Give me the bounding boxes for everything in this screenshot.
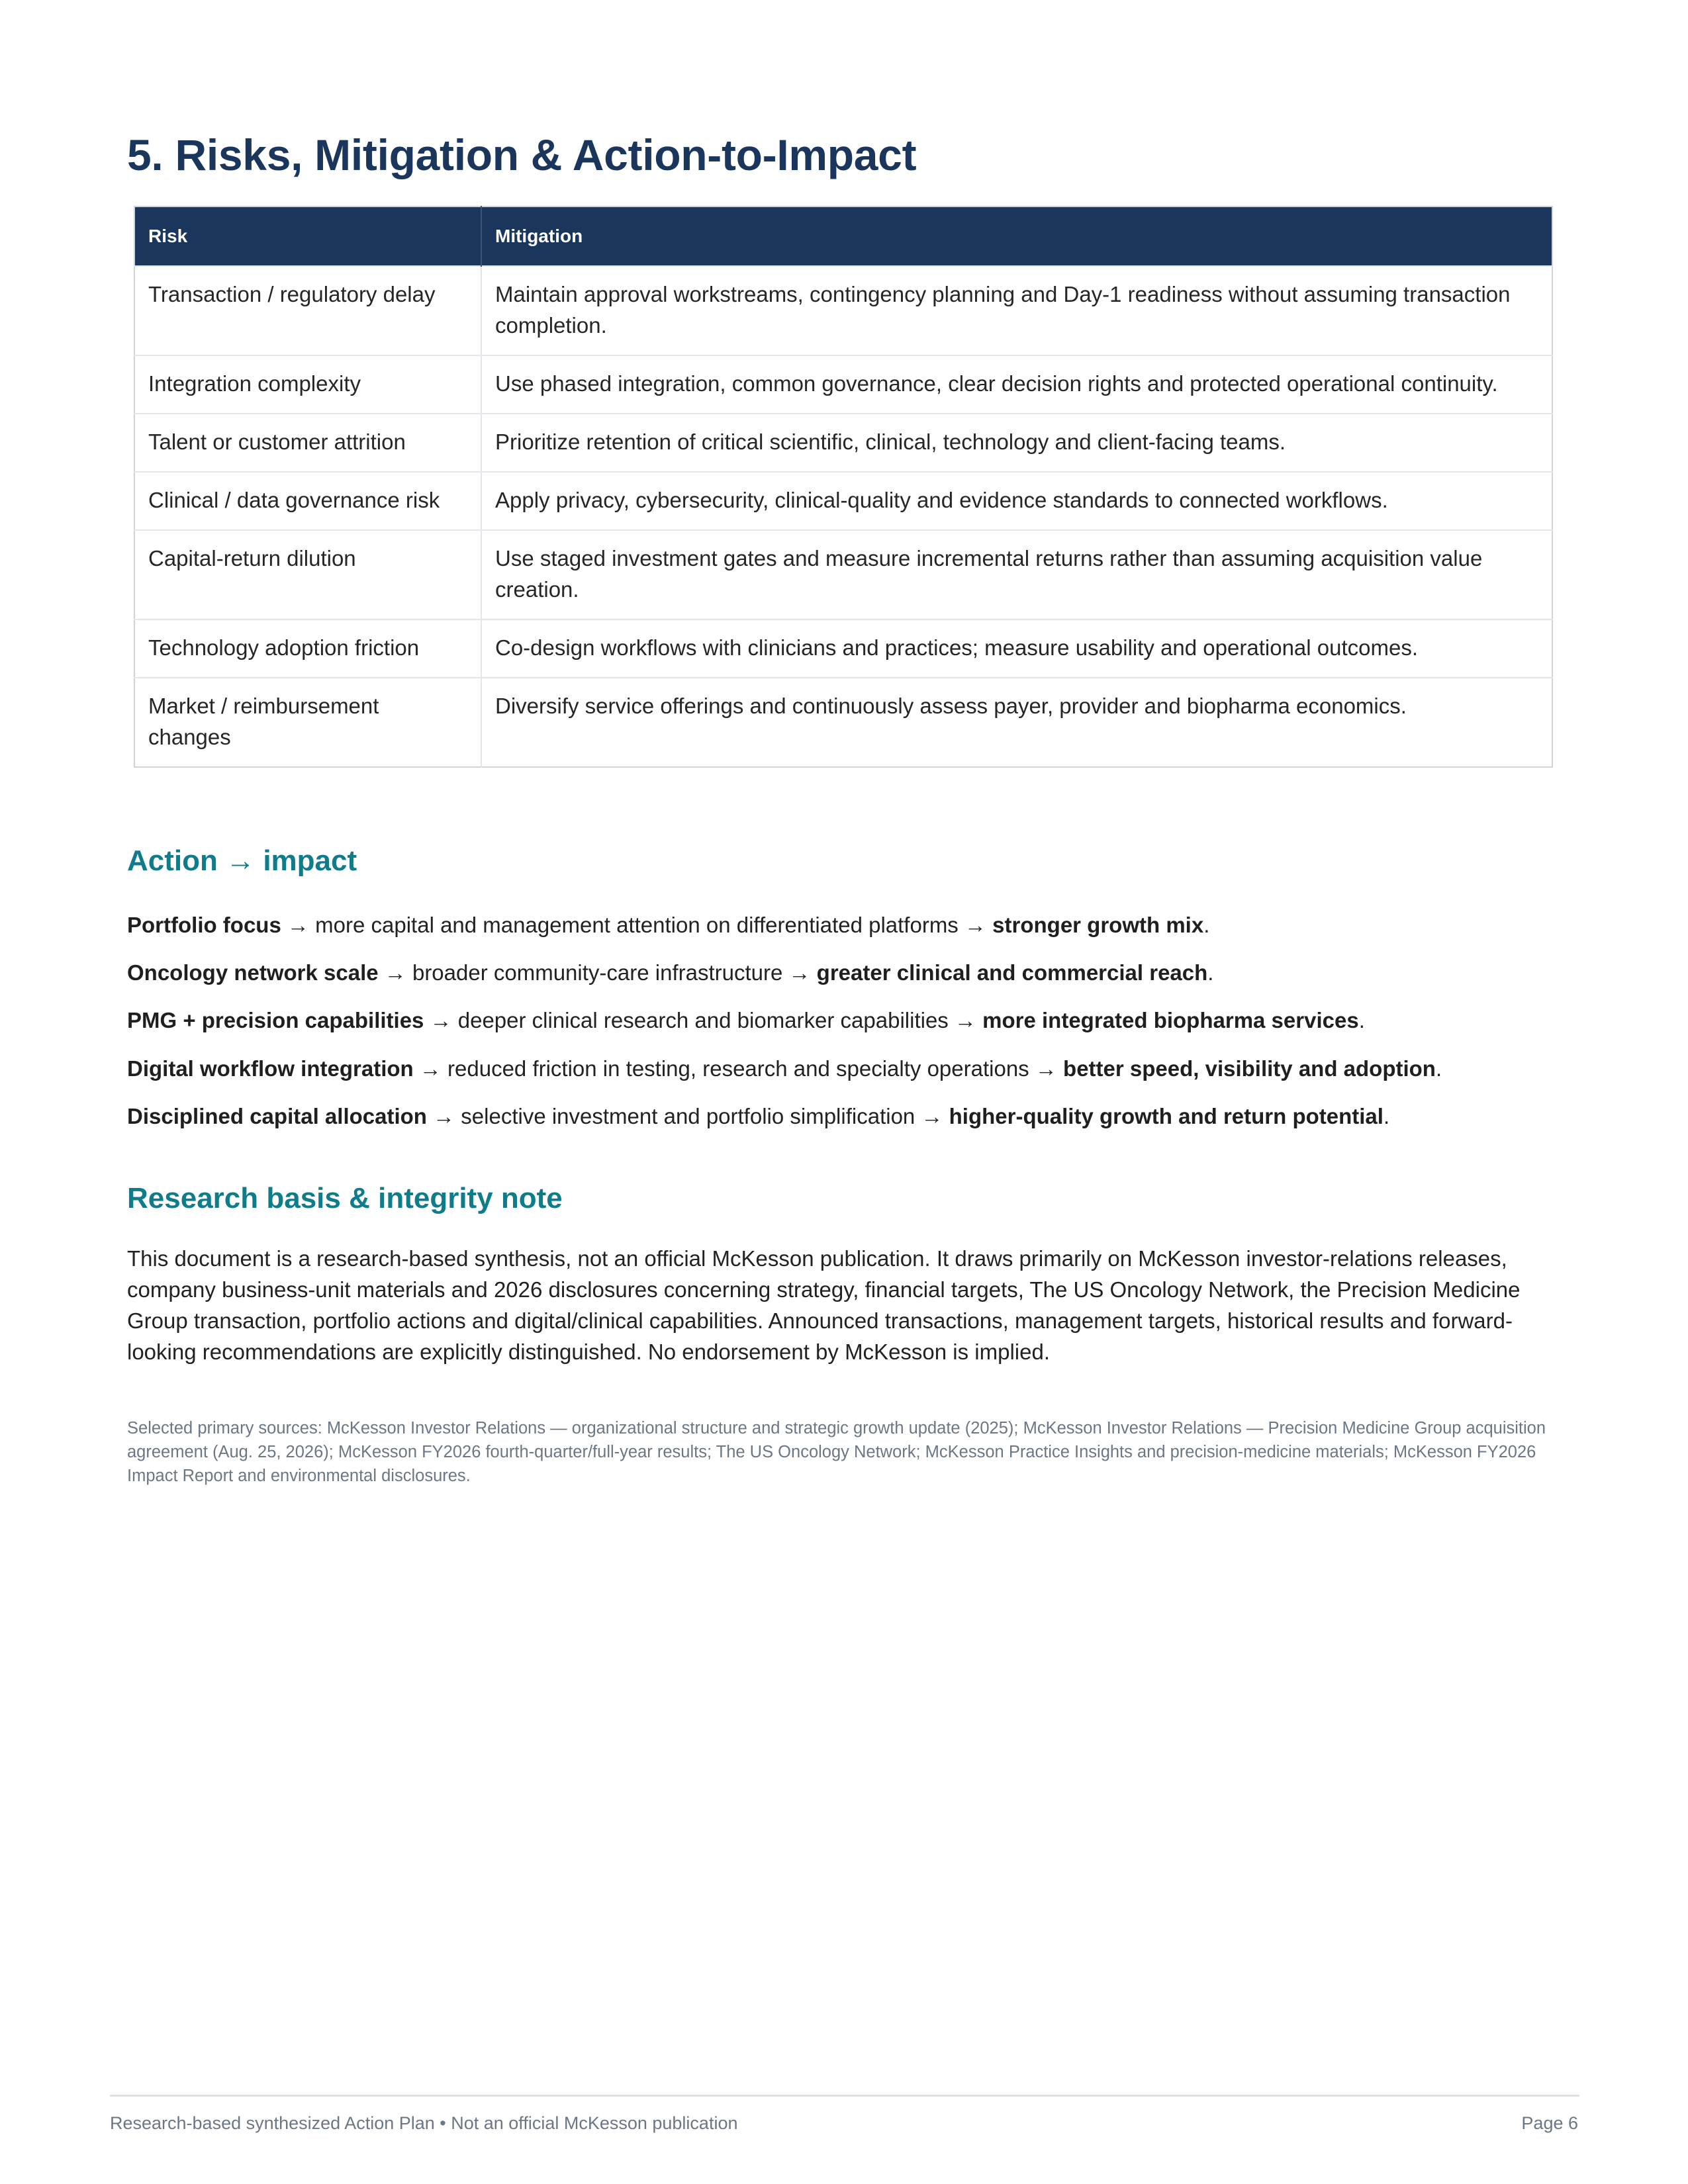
impact-result: higher-quality growth and return potential	[949, 1104, 1383, 1128]
risk-cell: Clinical / data governance risk	[134, 472, 481, 530]
impact-result: greater clinical and commercial reach	[816, 960, 1208, 985]
impact-line-portfolio-focus	[127, 911, 1209, 940]
mitigation-cell: Apply privacy, cybersecurity, clinical-quality and evidence standards to connected workflows.	[481, 472, 1552, 530]
action-chain: → deeper clinical research and biomarker capabilities →	[424, 1008, 983, 1032]
risk-mitigation-table	[134, 206, 1553, 768]
footer-disclaimer: Research-based synthesized Action Plan • Not an official McKesson publication	[110, 2113, 738, 2133]
table-row	[134, 266, 1552, 355]
impact-result: stronger growth mix	[992, 913, 1204, 937]
table-row	[134, 619, 1552, 678]
sources-note: Selected primary sources: McKesson Investor Relations — organizational structure and strategic growth update (2025); McKesson Investor Relations — Precision Medicine Group acquisition agreement (Aug. 25, 2026); McKesson FY2026 fourth-quarter/full-year results; The US Oncology Network; McKesson Practice Insights and precision-medicine materials; McKesson FY2026 Impact Report and environmental disclosures.	[127, 1419, 1546, 1485]
action-label: PMG + precision capabilities	[127, 1008, 424, 1032]
table-row	[134, 414, 1552, 472]
impact-line-oncology-network	[127, 958, 1213, 987]
table-row	[134, 530, 1552, 619]
table-row	[134, 678, 1552, 767]
page-number: Page 6	[1521, 2113, 1578, 2133]
risk-cell: Integration complexity	[134, 355, 481, 414]
risk-cell: Transaction / regulatory delay	[134, 266, 481, 355]
risk-cell: Capital-return dilution	[134, 530, 481, 619]
mitigation-cell: Maintain approval workstreams, contingency planning and Day-1 readiness without assuming transaction completion.	[481, 266, 1552, 355]
column-header-mitigation: Mitigation	[481, 206, 1552, 266]
action-impact-heading: Action → impact	[127, 844, 357, 877]
table-row	[134, 472, 1552, 530]
impact-line-capital-allocation	[127, 1102, 1389, 1131]
action-chain: → more capital and management attention on differentiated platforms →	[281, 913, 993, 937]
impact-result: more integrated biopharma services	[982, 1008, 1359, 1032]
mitigation-cell: Diversify service offerings and continuously assess payer, provider and biopharma economics.	[481, 678, 1552, 767]
action-chain: → reduced friction in testing, research and specialty operations →	[413, 1056, 1064, 1081]
mitigation-cell: Co-design workflows with clinicians and practices; measure usability and operational outcomes.	[481, 619, 1552, 678]
mitigation-cell: Use phased integration, common governance, clear decision rights and protected operational continuity.	[481, 355, 1552, 414]
page-title: 5. Risks, Mitigation & Action-to-Impact	[127, 130, 917, 179]
action-chain: → selective investment and portfolio simplification →	[426, 1104, 949, 1128]
footer-divider	[110, 2095, 1579, 2097]
impact-line-digital-workflow	[127, 1054, 1442, 1083]
line-end: .	[1383, 1104, 1390, 1128]
column-header-risk: Risk	[134, 206, 481, 266]
research-note-heading: Research basis & integrity note	[127, 1182, 563, 1214]
action-label: Portfolio focus	[127, 913, 281, 937]
action-label: Digital workflow integration	[127, 1056, 414, 1081]
impact-result: better speed, visibility and adoption	[1063, 1056, 1436, 1081]
mitigation-cell: Use staged investment gates and measure incremental returns rather than assuming acquisition value creation.	[481, 530, 1552, 619]
risk-cell: Talent or customer attrition	[134, 414, 481, 472]
table-header-row	[134, 206, 1552, 266]
research-note-body: This document is a research-based synthesis, not an official McKesson publication. It draws primarily on McKesson investor-relations releases, company business-unit materials and 2026 disclosures concerning strategy, financial targets, The US Oncology Network, the Precision Medicine Group transaction, portfolio actions and digital/clinical capabilities. Announced transactions, management targets, historical results and forward-looking recommendations are explicitly distinguished. No endorsement by McKesson is implied.	[127, 1246, 1521, 1364]
line-end: .	[1358, 1008, 1365, 1032]
action-label: Disciplined capital allocation	[127, 1104, 427, 1128]
line-end: .	[1435, 1056, 1442, 1081]
table-row	[134, 355, 1552, 414]
impact-line-pmg-precision	[127, 1006, 1365, 1035]
line-end: .	[1207, 960, 1214, 985]
risk-cell: Technology adoption friction	[134, 619, 481, 678]
action-chain: → broader community-care infrastructure →	[378, 960, 817, 985]
risk-cell: Market / reimbursement changes	[134, 678, 481, 767]
line-end: .	[1203, 913, 1210, 937]
mitigation-cell: Prioritize retention of critical scientific, clinical, technology and client-facing teams.	[481, 414, 1552, 472]
action-label: Oncology network scale	[127, 960, 379, 985]
